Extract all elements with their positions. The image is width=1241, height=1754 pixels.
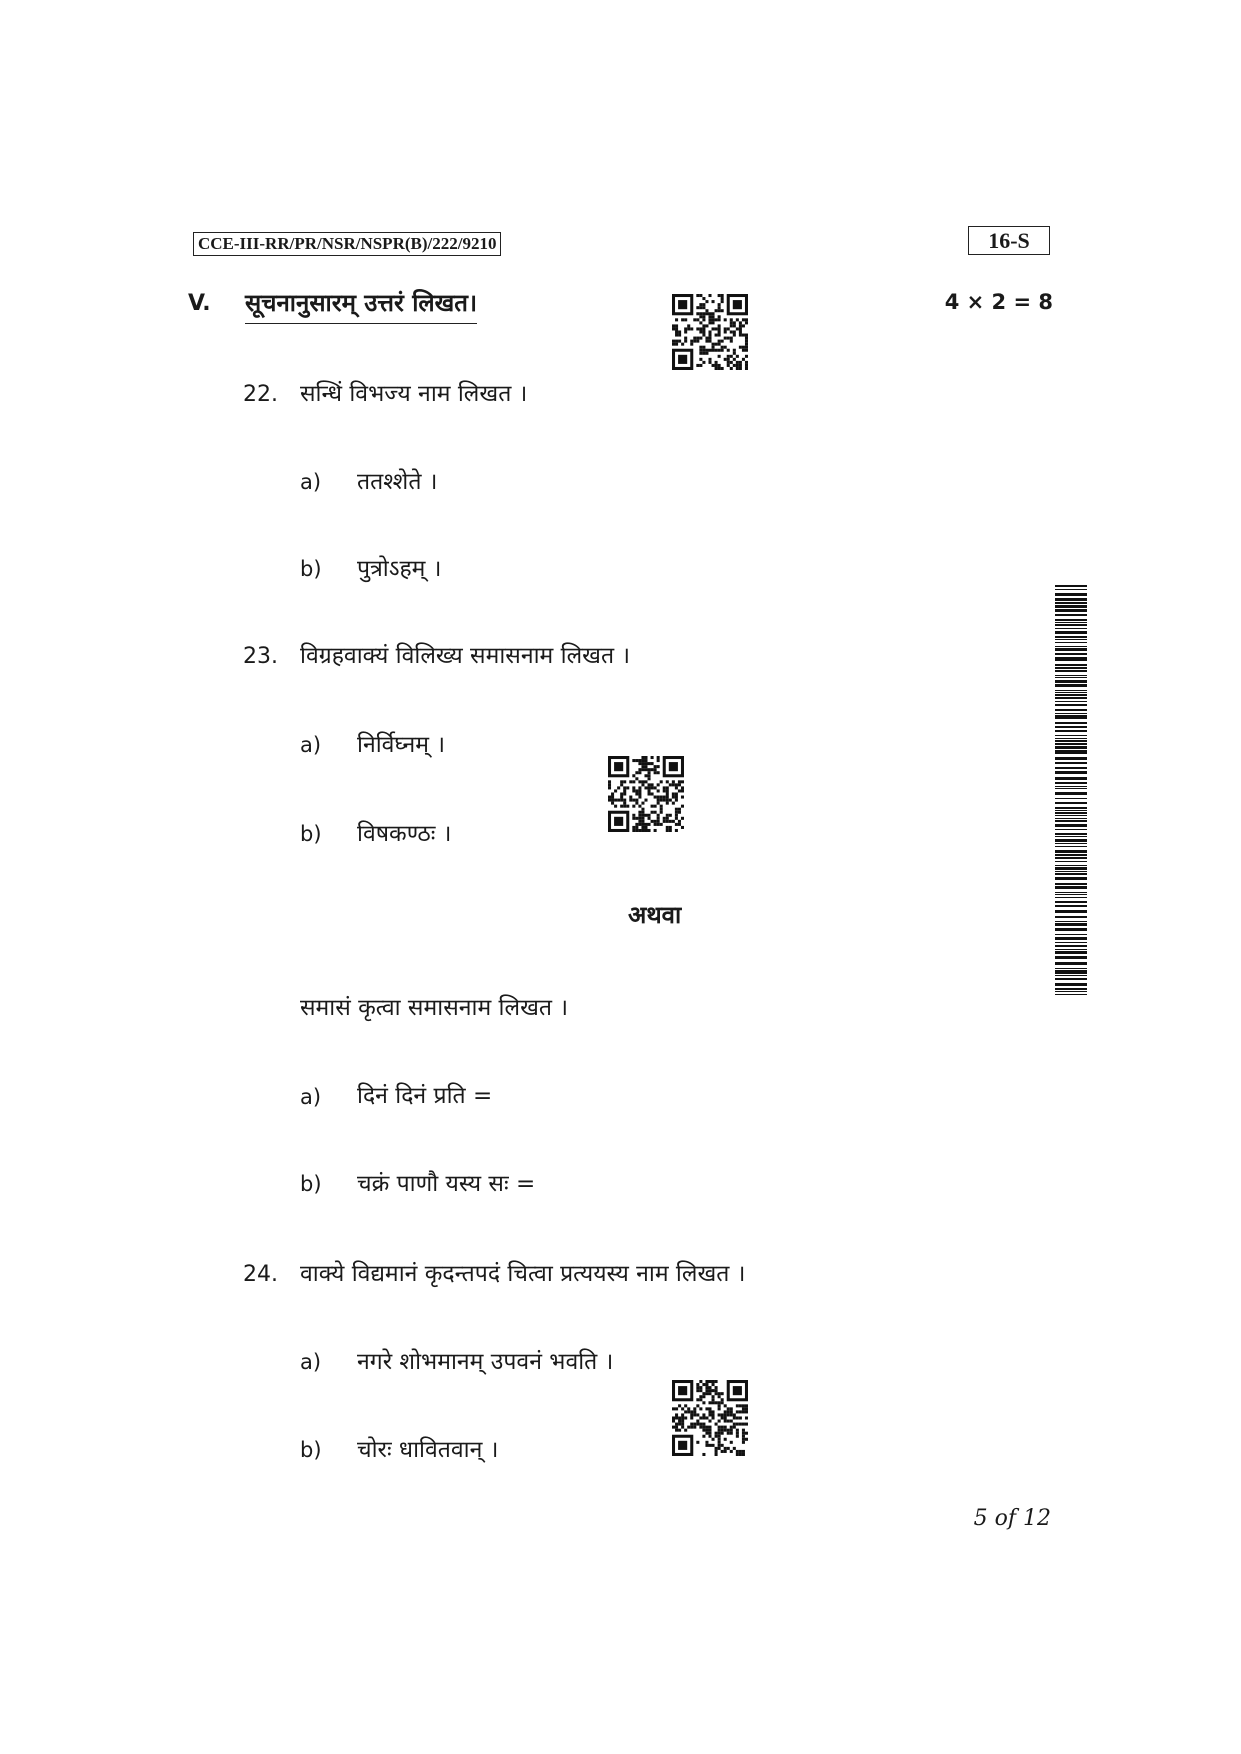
question-number: 24. bbox=[243, 1262, 278, 1287]
option-text: निर्विघ्नम् । bbox=[357, 732, 446, 758]
option-label: b) bbox=[300, 1172, 322, 1196]
option-label: b) bbox=[300, 557, 322, 581]
option-label: a) bbox=[300, 470, 322, 494]
question-text: विग्रहवाक्यं विलिख्य समासनाम लिखत । bbox=[300, 643, 631, 669]
option-text: चोरः धावितवान् । bbox=[357, 1437, 499, 1463]
option-text: चक्रं पाणौ यस्य सः = bbox=[357, 1171, 536, 1197]
qr-code-bottom bbox=[672, 1380, 748, 1456]
qr-code-top bbox=[672, 294, 748, 370]
option-text: ततश्शेते । bbox=[357, 469, 438, 495]
subject-code-box: 16-S bbox=[968, 226, 1050, 255]
section-number: V. bbox=[188, 291, 211, 316]
qr-code-middle bbox=[608, 756, 684, 832]
section-marks: 4 × 2 = 8 bbox=[944, 290, 1053, 314]
option-text: दिनं दिनं प्रति = bbox=[357, 1083, 493, 1109]
page-number: 5 of 12 bbox=[973, 1506, 1051, 1531]
section-title: सूचनानुसारम् उत्तरं लिखत। bbox=[245, 286, 477, 324]
question-text: वाक्ये विद्यमानं कृदन्तपदं चित्वा प्रत्ययस्य नाम लिखत । bbox=[300, 1261, 746, 1287]
option-text: पुत्रोऽहम् । bbox=[357, 556, 442, 582]
or-separator: अथवा bbox=[628, 900, 682, 929]
option-text: विषकण्ठः । bbox=[357, 821, 452, 847]
option-label: b) bbox=[300, 822, 322, 846]
option-label: a) bbox=[300, 1350, 322, 1374]
alternate-question-text: समासं कृत्वा समासनाम लिखत । bbox=[300, 995, 569, 1021]
question-number: 22. bbox=[243, 382, 278, 407]
option-label: a) bbox=[300, 1085, 322, 1109]
option-text: नगरे शोभमानम् उपवनं भवति । bbox=[357, 1349, 614, 1375]
option-label: a) bbox=[300, 733, 322, 757]
question-text: सन्धिं विभज्य नाम लिखत । bbox=[300, 381, 528, 407]
barcode bbox=[1055, 585, 1087, 997]
option-label: b) bbox=[300, 1438, 322, 1462]
question-number: 23. bbox=[243, 644, 278, 669]
question-paper-code: CCE-III-RR/PR/NSR/NSPR(B)/222/9210 bbox=[193, 232, 501, 256]
